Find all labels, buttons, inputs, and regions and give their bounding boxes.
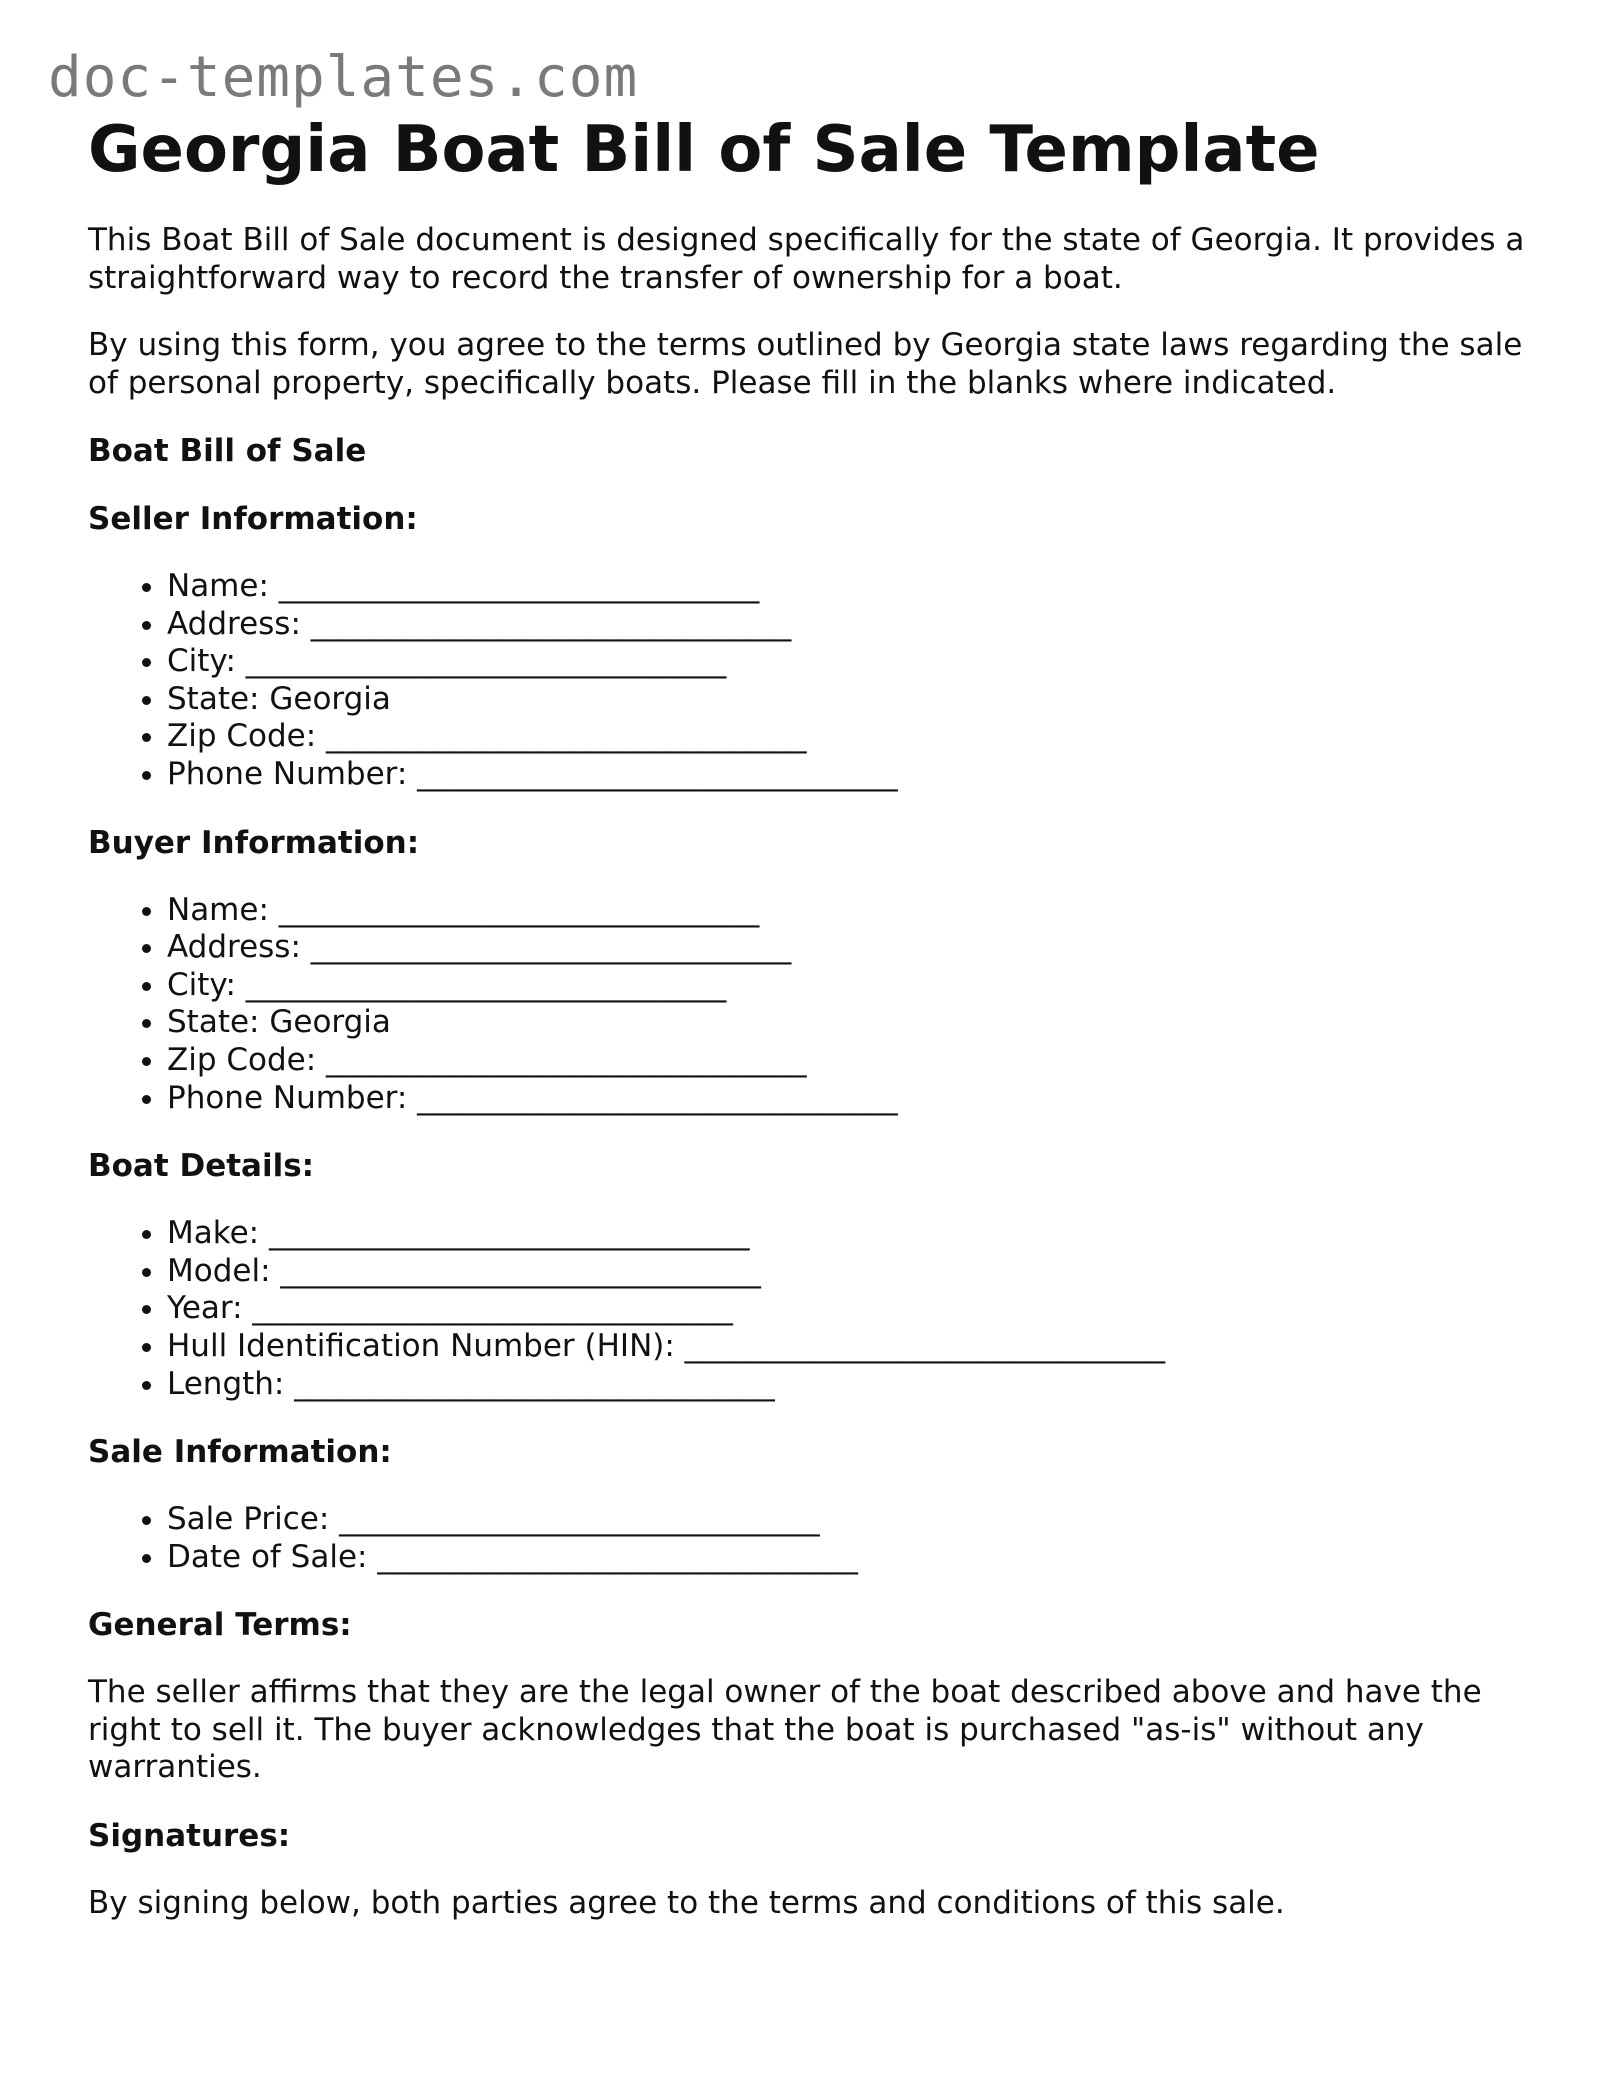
- page-title: Georgia Boat Bill of Sale Template: [88, 113, 1320, 187]
- boat-hin-field[interactable]: • Hull Identification Number (HIN): _______________________________: [167, 1328, 1528, 1366]
- boat-length-field[interactable]: • Length: _______________________________: [167, 1366, 1528, 1404]
- buyer-phone-field[interactable]: • Phone Number: _______________________________: [167, 1080, 1528, 1118]
- boat-make-field[interactable]: • Make: _______________________________: [167, 1215, 1528, 1253]
- terms-heading: General Terms:: [88, 1607, 352, 1644]
- buyer-name-field[interactable]: • Name: _______________________________: [167, 892, 1528, 930]
- buyer-field-list: [88, 892, 1528, 1118]
- document-page: [88, 108, 1528, 1922]
- signatures-text: By signing below, both parties agree to the terms and conditions of this sale.: [88, 1884, 1285, 1921]
- document-subtitle: Boat Bill of Sale: [88, 433, 367, 469]
- terms-text: The seller affirms that they are the legal owner of the boat described above and have the right to sell it. The buyer acknowledges that the boat is purchased "as-is" without any warranties.: [88, 1674, 1482, 1786]
- sale-price-field[interactable]: • Sale Price: _______________________________: [167, 1501, 1528, 1539]
- intro-paragraph: This Boat Bill of Sale document is designed specifically for the state of Georgia. It provides a straightforward way to record the transfer of ownership for a boat.: [88, 222, 1525, 296]
- seller-zip-field[interactable]: • Zip Code: _______________________________: [167, 718, 1528, 756]
- boat-model-field[interactable]: • Model: _______________________________: [167, 1253, 1528, 1291]
- buyer-city-field[interactable]: • City: _______________________________: [167, 967, 1528, 1005]
- buyer-zip-field[interactable]: • Zip Code: _______________________________: [167, 1042, 1528, 1080]
- boat-field-list: [88, 1215, 1528, 1403]
- watermark: doc-templates.com: [48, 45, 639, 110]
- boat-heading: Boat Details:: [88, 1148, 315, 1185]
- buyer-address-field[interactable]: • Address: _______________________________: [167, 929, 1528, 967]
- sale-heading: Sale Information:: [88, 1434, 392, 1471]
- seller-city-field[interactable]: • City: _______________________________: [167, 643, 1528, 681]
- boat-year-field[interactable]: • Year: _______________________________: [167, 1290, 1528, 1328]
- seller-phone-field[interactable]: • Phone Number: _______________________________: [167, 756, 1528, 794]
- intro-paragraph: By using this form, you agree to the terms outlined by Georgia state laws regarding the sale of personal property, specifically boats. Please fill in the blanks where indicated.: [88, 327, 1523, 401]
- seller-name-field[interactable]: • Name: _______________________________: [167, 568, 1528, 606]
- buyer-state-field: • State: Georgia: [167, 1004, 1528, 1042]
- seller-state-field: • State: Georgia: [167, 681, 1528, 719]
- sale-field-list: [88, 1501, 1528, 1576]
- signatures-heading: Signatures:: [88, 1817, 291, 1854]
- buyer-heading: Buyer Information:: [88, 824, 420, 861]
- seller-heading: Seller Information:: [88, 501, 418, 537]
- seller-address-field[interactable]: • Address: _______________________________: [167, 606, 1528, 644]
- seller-field-list: [88, 568, 1528, 794]
- sale-date-field[interactable]: • Date of Sale: _______________________________: [167, 1539, 1528, 1577]
